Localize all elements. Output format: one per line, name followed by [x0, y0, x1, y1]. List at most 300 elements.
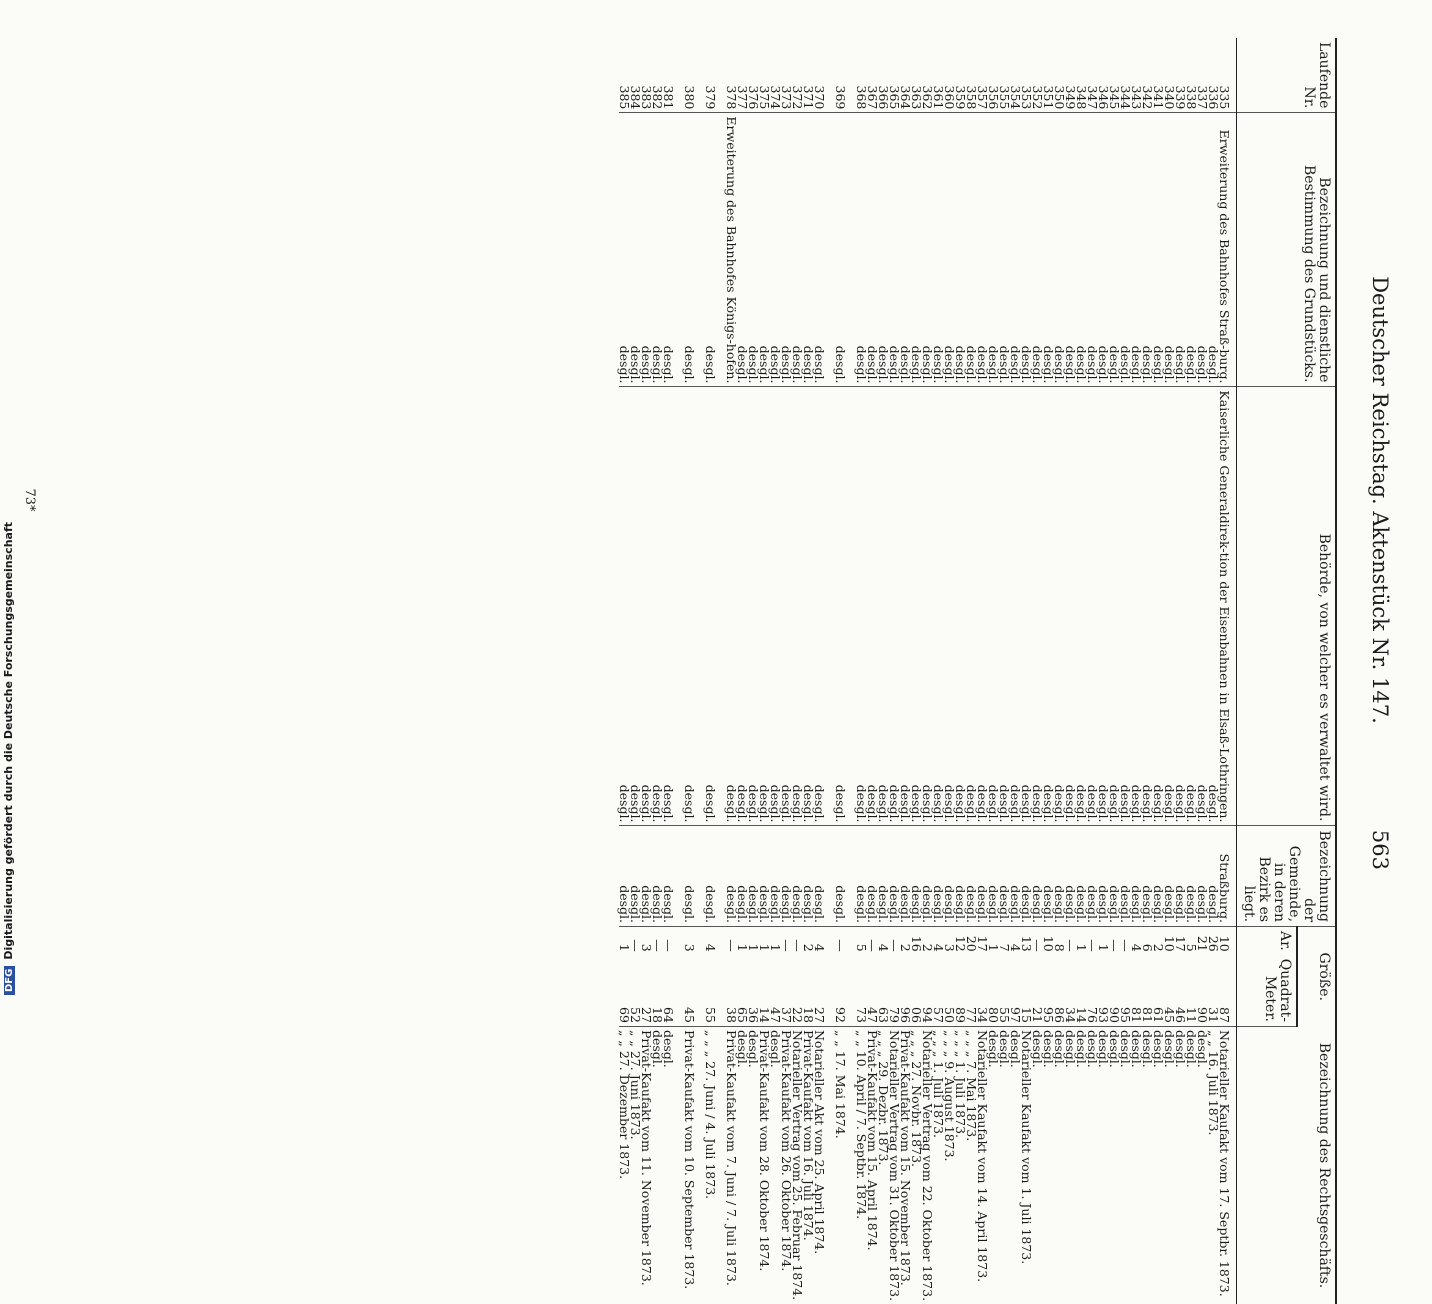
- table-row: [889, 38, 900, 1304]
- cell-ar: —: [833, 939, 848, 952]
- cell-gemeinde: desgl.: [1109, 826, 1120, 927]
- cell-gemeinde: desgl.: [781, 826, 792, 927]
- cell-qm: 95: [1120, 955, 1131, 1027]
- cell-rechtsgeschaeft: Privat-Kaufakt vom 15. November 1873.: [898, 1029, 913, 1286]
- cell-rechtsgeschaeft: Privat-Kaufakt vom 28. Oktober 1874.: [757, 1029, 772, 1272]
- cell-qm: 45: [1164, 955, 1175, 1027]
- cell-nr: 370: [814, 38, 825, 113]
- cell-bezeichnung: desgl.: [1098, 113, 1109, 387]
- cell-gemeinde: desgl.: [999, 826, 1010, 927]
- cell-behoerde: desgl.: [737, 387, 748, 826]
- cell-ar: —: [1118, 939, 1133, 952]
- cell-nr: 366: [878, 38, 889, 113]
- cell-ar: 3: [942, 943, 957, 952]
- table-row: [1164, 38, 1175, 1304]
- cell-nr: 351: [1043, 38, 1054, 113]
- cell-behoerde: desgl.: [1186, 387, 1197, 826]
- cell-ar: 26: [1206, 935, 1221, 952]
- cell-rechtsgeschaeft: „ „ „ 27. Juni / 4. Juli 1873.: [703, 1029, 718, 1200]
- cell-gemeinde: desgl.: [1010, 826, 1021, 927]
- cell-nr: 372: [792, 38, 803, 113]
- cell-ar: —: [887, 939, 902, 952]
- cell-gemeinde: desgl.: [630, 826, 641, 927]
- cell-nr: 369: [825, 38, 846, 113]
- cell-nr: 380: [674, 38, 695, 113]
- cell-behoerde: desgl.: [814, 387, 825, 826]
- cell-rechtsgeschaeft: „ „ „ 27. Novbr. 1873.: [909, 1029, 924, 1168]
- cell-bezeichnung: desgl.: [966, 113, 977, 387]
- cell-nr: 347: [1087, 38, 1098, 113]
- cell-ar: 4: [931, 943, 946, 952]
- cell-rechtsgeschaeft: „ „ 17. Mai 1874.: [833, 1029, 848, 1139]
- cell-qm: 14: [759, 955, 770, 1027]
- cell-gemeinde: desgl.: [652, 826, 663, 927]
- cell-gemeinde: desgl.: [825, 826, 846, 927]
- cell-gemeinde: desgl.: [716, 826, 737, 927]
- cell-qm: 81: [1142, 955, 1153, 1027]
- cell-rechtsgeschaeft: Notarieller Vertrag vom 31. Oktober 1873.: [887, 1029, 902, 1302]
- table-row: [966, 38, 977, 1304]
- property-table: [619, 38, 1337, 1304]
- cell-rechtsgeschaeft: desgl.: [1008, 1029, 1023, 1068]
- table-body: [619, 38, 1237, 1304]
- table-row: [1032, 38, 1043, 1304]
- cell-bezeichnung: desgl.: [630, 113, 641, 387]
- cell-gemeinde: desgl.: [1054, 826, 1065, 927]
- cell-ar: 13: [1019, 935, 1034, 952]
- cell-rechtsgeschaeft: desgl.: [1195, 1029, 1210, 1068]
- cell-behoerde: desgl.: [652, 387, 663, 826]
- cell-rechtsgeschaeft: „ „ „ 9. August 1873.: [942, 1029, 957, 1162]
- cell-gemeinde: desgl.: [846, 826, 867, 927]
- cell-gemeinde: desgl.: [977, 826, 988, 927]
- cell-bezeichnung: desgl.: [933, 113, 944, 387]
- cell-gemeinde: desgl.: [1120, 826, 1131, 927]
- cell-gemeinde: desgl.: [1043, 826, 1054, 927]
- cell-behoerde: desgl.: [846, 387, 867, 826]
- cell-gemeinde: desgl.: [1131, 826, 1142, 927]
- cell-behoerde: Kaiserliche Generaldirek-tion der Eisenbahnen in Elsaß-Lothringen.: [1219, 387, 1237, 826]
- cell-gemeinde: desgl.: [737, 826, 748, 927]
- table-row: [999, 38, 1010, 1304]
- cell-nr: 354: [1010, 38, 1021, 113]
- cell-nr: 385: [619, 38, 630, 113]
- cell-rechtsgeschaeft: desgl.: [1052, 1029, 1067, 1068]
- cell-ar: 20: [964, 935, 979, 952]
- cell-ar: 4: [703, 943, 718, 952]
- table-row: [1065, 38, 1076, 1304]
- cell-rechtsgeschaeft: Privat-Kaufakt vom 7. Juni / 7. Juli 1873.: [724, 1029, 739, 1286]
- cell-qm: 80: [988, 955, 999, 1027]
- cell-bezeichnung: desgl.: [781, 113, 792, 387]
- cell-rechtsgeschaeft: desgl.: [1107, 1029, 1122, 1068]
- col-header-ar: Ar.: [1237, 927, 1298, 955]
- table-row: [933, 38, 944, 1304]
- cell-behoerde: desgl.: [663, 387, 674, 826]
- cell-qm: 89: [955, 955, 966, 1027]
- cell-bezeichnung: desgl.: [652, 113, 663, 387]
- cell-ar: —: [1063, 939, 1078, 952]
- table-row: [1219, 38, 1237, 1304]
- cell-behoerde: desgl.: [770, 387, 781, 826]
- col-header-behoerde: Behörde, von welcher es verwaltet wird.: [1237, 387, 1337, 826]
- cell-behoerde: desgl.: [900, 387, 911, 826]
- cell-behoerde: desgl.: [1175, 387, 1186, 826]
- cell-rechtsgeschaeft: desgl.: [735, 1029, 750, 1068]
- cell-ar: 2: [1151, 943, 1166, 952]
- col-header-groesse: Größe.: [1297, 927, 1336, 1027]
- cell-rechtsgeschaeft: desgl.: [1129, 1029, 1144, 1068]
- table-row: [955, 38, 966, 1304]
- cell-bezeichnung: desgl.: [1032, 113, 1043, 387]
- cell-nr: 338: [1186, 38, 1197, 113]
- cell-ar: 10: [1217, 935, 1232, 952]
- cell-behoerde: desgl.: [1032, 387, 1043, 826]
- table-row: [1098, 38, 1109, 1304]
- cell-nr: 383: [641, 38, 652, 113]
- cell-bezeichnung: desgl.: [663, 113, 674, 387]
- cell-qm: 34: [1065, 955, 1076, 1027]
- cell-bezeichnung: desgl.: [977, 113, 988, 387]
- cell-ar: 6: [1140, 943, 1155, 952]
- cell-behoerde: desgl.: [1076, 387, 1087, 826]
- cell-qm: 34: [977, 955, 988, 1027]
- cell-qm: 47: [770, 955, 781, 1027]
- cell-qm: 95: [1043, 955, 1054, 1027]
- cell-rechtsgeschaeft: desgl.: [986, 1029, 1001, 1068]
- cell-nr: 368: [846, 38, 867, 113]
- cell-ar: —: [865, 939, 880, 952]
- cell-qm: 63: [878, 955, 889, 1027]
- cell-bezeichnung: desgl.: [748, 113, 759, 387]
- cell-nr: 365: [889, 38, 900, 113]
- cell-qm: 21: [1032, 955, 1043, 1027]
- page-number: 563: [1368, 829, 1392, 870]
- col-header-gemeinde: Bezeichnung der Gemeinde, in deren Bezirk es liegt.: [1237, 826, 1337, 927]
- cell-nr: 361: [933, 38, 944, 113]
- cell-ar: 1: [1096, 943, 1111, 952]
- table-row: [825, 38, 846, 1304]
- cell-rechtsgeschaeft: „ „ 10. April / 7. Septbr. 1874.: [854, 1029, 869, 1220]
- cell-nr: 335: [1219, 38, 1237, 113]
- cell-rechtsgeschaeft: Notarieller Vertrag vom 22. Oktober 1873.: [920, 1029, 935, 1302]
- cell-nr: 374: [770, 38, 781, 113]
- cell-rechtsgeschaeft: „ „ „ 1. Juli 1873.: [931, 1029, 946, 1139]
- cell-rechtsgeschaeft: Notarieller Kaufakt vom 14. April 1873.: [975, 1029, 990, 1283]
- cell-bezeichnung: desgl.: [911, 113, 922, 387]
- cell-qm: 96: [900, 955, 911, 1027]
- cell-behoerde: desgl.: [911, 387, 922, 826]
- table-row: [846, 38, 867, 1304]
- cell-qm: 18: [803, 955, 814, 1027]
- table-row: [1131, 38, 1142, 1304]
- cell-gemeinde: desgl.: [1186, 826, 1197, 927]
- cell-bezeichnung: desgl.: [1076, 113, 1087, 387]
- cell-ar: —: [779, 939, 794, 952]
- cell-behoerde: desgl.: [630, 387, 641, 826]
- cell-bezeichnung: desgl.: [889, 113, 900, 387]
- table-row: [630, 38, 641, 1304]
- cell-rechtsgeschaeft: Privat-Kaufakt vom 11. November 1873.: [639, 1029, 654, 1286]
- cell-behoerde: desgl.: [695, 387, 716, 826]
- cell-qm: 90: [1197, 955, 1208, 1027]
- table-row: [867, 38, 878, 1304]
- table-row: [814, 38, 825, 1304]
- cell-bezeichnung: desgl.: [999, 113, 1010, 387]
- cell-bezeichnung: desgl.: [988, 113, 999, 387]
- cell-nr: 364: [900, 38, 911, 113]
- cell-qm: 31: [1208, 955, 1219, 1027]
- cell-ar: 1: [735, 943, 750, 952]
- cell-bezeichnung: desgl.: [1043, 113, 1054, 387]
- cell-nr: 367: [867, 38, 878, 113]
- table-row: [1076, 38, 1087, 1304]
- cell-gemeinde: desgl.: [878, 826, 889, 927]
- cell-ar: 1: [746, 943, 761, 952]
- cell-gemeinde: desgl.: [988, 826, 999, 927]
- cell-bezeichnung: desgl.: [1120, 113, 1131, 387]
- cell-rechtsgeschaeft: desgl.: [1140, 1029, 1155, 1068]
- cell-bezeichnung: desgl.: [1142, 113, 1153, 387]
- cell-rechtsgeschaeft: „ „ „ 29. Dezbr. 1873.: [876, 1029, 891, 1166]
- table-row: [759, 38, 770, 1304]
- cell-ar: 4: [1008, 943, 1023, 952]
- cell-bezeichnung: desgl.: [1054, 113, 1065, 387]
- table-row: [900, 38, 911, 1304]
- cell-ar: 5: [1184, 943, 1199, 952]
- cell-qm: 69: [619, 955, 630, 1027]
- cell-rechtsgeschaeft: desgl.: [1184, 1029, 1199, 1068]
- cell-qm: 47: [867, 955, 878, 1027]
- cell-ar: 2: [920, 943, 935, 952]
- cell-nr: 371: [803, 38, 814, 113]
- cell-qm: 27: [814, 955, 825, 1027]
- cell-gemeinde: desgl.: [1142, 826, 1153, 927]
- cell-ar: 16: [909, 935, 924, 952]
- col-header-bezeichnung: Bezeichnung und dienstliche Bestimmung des Grundstücks.: [1237, 113, 1337, 387]
- cell-bezeichnung: desgl.: [922, 113, 933, 387]
- cell-behoerde: desgl.: [1087, 387, 1098, 826]
- cell-behoerde: desgl.: [641, 387, 652, 826]
- cell-ar: 4: [876, 943, 891, 952]
- cell-bezeichnung: desgl.: [1208, 113, 1219, 387]
- cell-ar: 1: [986, 943, 1001, 952]
- cell-rechtsgeschaeft: desgl.: [1041, 1029, 1056, 1068]
- cell-bezeichnung: desgl.: [1153, 113, 1164, 387]
- cell-gemeinde: desgl.: [770, 826, 781, 927]
- digitization-credit: [2, 522, 15, 995]
- cell-qm: 77: [966, 955, 977, 1027]
- cell-qm: 55: [999, 955, 1010, 1027]
- table-row: [977, 38, 988, 1304]
- cell-bezeichnung: desgl.: [944, 113, 955, 387]
- cell-qm: 14: [1076, 955, 1087, 1027]
- cell-qm: 50: [944, 955, 955, 1027]
- cell-qm: 46: [1175, 955, 1186, 1027]
- cell-gemeinde: desgl.: [641, 826, 652, 927]
- cell-nr: 350: [1054, 38, 1065, 113]
- cell-behoerde: desgl.: [933, 387, 944, 826]
- cell-ar: 2: [801, 943, 816, 952]
- cell-bezeichnung: desgl.: [803, 113, 814, 387]
- cell-rechtsgeschaeft: Privat-Kaufakt vom 16. Juli 1874.: [801, 1029, 816, 1241]
- cell-ar: 3: [682, 943, 697, 952]
- table-row: [1197, 38, 1208, 1304]
- cell-gemeinde: desgl.: [619, 826, 630, 927]
- cell-behoerde: desgl.: [792, 387, 803, 826]
- cell-rechtsgeschaeft: desgl.: [1173, 1029, 1188, 1068]
- cell-nr: 339: [1175, 38, 1186, 113]
- cell-qm: 65: [737, 955, 748, 1027]
- cell-ar: 17: [1173, 935, 1188, 952]
- cell-behoerde: desgl.: [619, 387, 630, 826]
- cell-gemeinde: desgl.: [1098, 826, 1109, 927]
- table-row: [619, 38, 630, 1304]
- cell-ar: 17: [975, 935, 990, 952]
- cell-qm: 76: [1087, 955, 1098, 1027]
- cell-ar: 7: [997, 943, 1012, 952]
- table-row: [1142, 38, 1153, 1304]
- cell-bezeichnung: desgl.: [737, 113, 748, 387]
- cell-bezeichnung: desgl.: [1197, 113, 1208, 387]
- cell-rechtsgeschaeft: desgl.: [1074, 1029, 1089, 1068]
- cell-qm: 37: [781, 955, 792, 1027]
- cell-nr: 337: [1197, 38, 1208, 113]
- cell-bezeichnung: desgl.: [1131, 113, 1142, 387]
- cell-gemeinde: desgl.: [900, 826, 911, 927]
- cell-rechtsgeschaeft: desgl.: [1118, 1029, 1133, 1068]
- cell-gemeinde: desgl.: [759, 826, 770, 927]
- cell-nr: 384: [630, 38, 641, 113]
- cell-behoerde: desgl.: [1142, 387, 1153, 826]
- cell-gemeinde: desgl.: [1208, 826, 1219, 927]
- cell-qm: 64: [663, 955, 674, 1027]
- table-row: [716, 38, 737, 1304]
- cell-gemeinde: desgl.: [911, 826, 922, 927]
- cell-behoerde: desgl.: [1065, 387, 1076, 826]
- table-header-row: [1297, 38, 1336, 1304]
- cell-behoerde: desgl.: [1164, 387, 1175, 826]
- cell-qm: 45: [674, 955, 695, 1027]
- table-row: [803, 38, 814, 1304]
- cell-gemeinde: desgl.: [792, 826, 803, 927]
- cell-rechtsgeschaeft: desgl.: [1151, 1029, 1166, 1068]
- table-row: [1153, 38, 1164, 1304]
- cell-nr: 352: [1032, 38, 1043, 113]
- cell-bezeichnung: desgl.: [900, 113, 911, 387]
- cell-rechtsgeschaeft: „ „ „ 7. Mai 1873.: [964, 1029, 979, 1142]
- cell-ar: —: [724, 939, 739, 952]
- cell-qm: 86: [1054, 955, 1065, 1027]
- cell-ar: —: [1030, 939, 1045, 952]
- cell-gemeinde: desgl.: [803, 826, 814, 927]
- table-row: [641, 38, 652, 1304]
- cell-gemeinde: desgl.: [695, 826, 716, 927]
- table-row: [781, 38, 792, 1304]
- cell-qm: 11: [1186, 955, 1197, 1027]
- cell-behoerde: desgl.: [988, 387, 999, 826]
- cell-bezeichnung: desgl.: [1109, 113, 1120, 387]
- cell-qm: 79: [889, 955, 900, 1027]
- cell-bezeichnung: desgl.: [695, 113, 716, 387]
- cell-ar: 4: [1129, 943, 1144, 952]
- cell-gemeinde: desgl.: [1076, 826, 1087, 927]
- cell-qm: 94: [922, 955, 933, 1027]
- cell-nr: 379: [695, 38, 716, 113]
- cell-gemeinde: desgl.: [748, 826, 759, 927]
- credit-text: Digitalisierung gefördert durch die Deutsche Forschungsgemeinschaft: [2, 521, 15, 960]
- cell-nr: 359: [955, 38, 966, 113]
- cell-behoerde: desgl.: [922, 387, 933, 826]
- cell-behoerde: desgl.: [1120, 387, 1131, 826]
- cell-bezeichnung: desgl.: [1175, 113, 1186, 387]
- cell-behoerde: desgl.: [999, 387, 1010, 826]
- table-row: [1109, 38, 1120, 1304]
- cell-nr: 349: [1065, 38, 1076, 113]
- cell-gemeinde: desgl.: [889, 826, 900, 927]
- cell-gemeinde: desgl.: [955, 826, 966, 927]
- cell-bezeichnung: Erweiterung des Bahnhofes Königs-hofen.: [716, 113, 737, 387]
- cell-qm: 93: [1098, 955, 1109, 1027]
- cell-behoerde: desgl.: [781, 387, 792, 826]
- cell-bezeichnung: desgl.: [955, 113, 966, 387]
- cell-ar: —: [628, 939, 643, 952]
- cell-gemeinde: desgl.: [1175, 826, 1186, 927]
- cell-nr: 348: [1076, 38, 1087, 113]
- cell-qm: 52: [630, 955, 641, 1027]
- cell-qm: 73: [846, 955, 867, 1027]
- cell-gemeinde: desgl.: [966, 826, 977, 927]
- cell-nr: 362: [922, 38, 933, 113]
- cell-ar: —: [650, 939, 665, 952]
- cell-nr: 376: [748, 38, 759, 113]
- cell-nr: 373: [781, 38, 792, 113]
- cell-ar: 8: [1052, 943, 1067, 952]
- cell-rechtsgeschaeft: desgl.: [661, 1029, 676, 1068]
- cell-gemeinde: desgl.: [1032, 826, 1043, 927]
- cell-qm: 15: [1021, 955, 1032, 1027]
- table-row: [1010, 38, 1021, 1304]
- cell-qm: 90: [1109, 955, 1120, 1027]
- cell-ar: 4: [812, 943, 827, 952]
- cell-bezeichnung: desgl.: [759, 113, 770, 387]
- cell-qm: 87: [1219, 955, 1237, 1027]
- cell-behoerde: desgl.: [1131, 387, 1142, 826]
- cell-gemeinde: desgl.: [1164, 826, 1175, 927]
- cell-bezeichnung: desgl.: [1065, 113, 1076, 387]
- cell-behoerde: desgl.: [825, 387, 846, 826]
- cell-nr: 345: [1109, 38, 1120, 113]
- cell-ar: 10: [1041, 935, 1056, 952]
- cell-nr: 357: [977, 38, 988, 113]
- cell-gemeinde: desgl.: [1197, 826, 1208, 927]
- cell-ar: 12: [953, 935, 968, 952]
- cell-bezeichnung: desgl.: [770, 113, 781, 387]
- cell-rechtsgeschaeft: desgl.: [1030, 1029, 1045, 1068]
- cell-rechtsgeschaeft: „ „ „ 1. Juli 1873.: [953, 1029, 968, 1139]
- cell-rechtsgeschaeft: desgl.: [1096, 1029, 1111, 1068]
- cell-nr: 346: [1098, 38, 1109, 113]
- dfg-badge: DFG: [4, 966, 15, 995]
- cell-rechtsgeschaeft: desgl.: [1063, 1029, 1078, 1068]
- cell-behoerde: desgl.: [748, 387, 759, 826]
- cell-qm: 55: [695, 955, 716, 1027]
- cell-qm: 61: [1153, 955, 1164, 1027]
- cell-nr: 356: [988, 38, 999, 113]
- cell-rechtsgeschaeft: „ „ 27. Dezember 1873.: [617, 1029, 632, 1180]
- cell-gemeinde: desgl.: [922, 826, 933, 927]
- cell-behoerde: desgl.: [759, 387, 770, 826]
